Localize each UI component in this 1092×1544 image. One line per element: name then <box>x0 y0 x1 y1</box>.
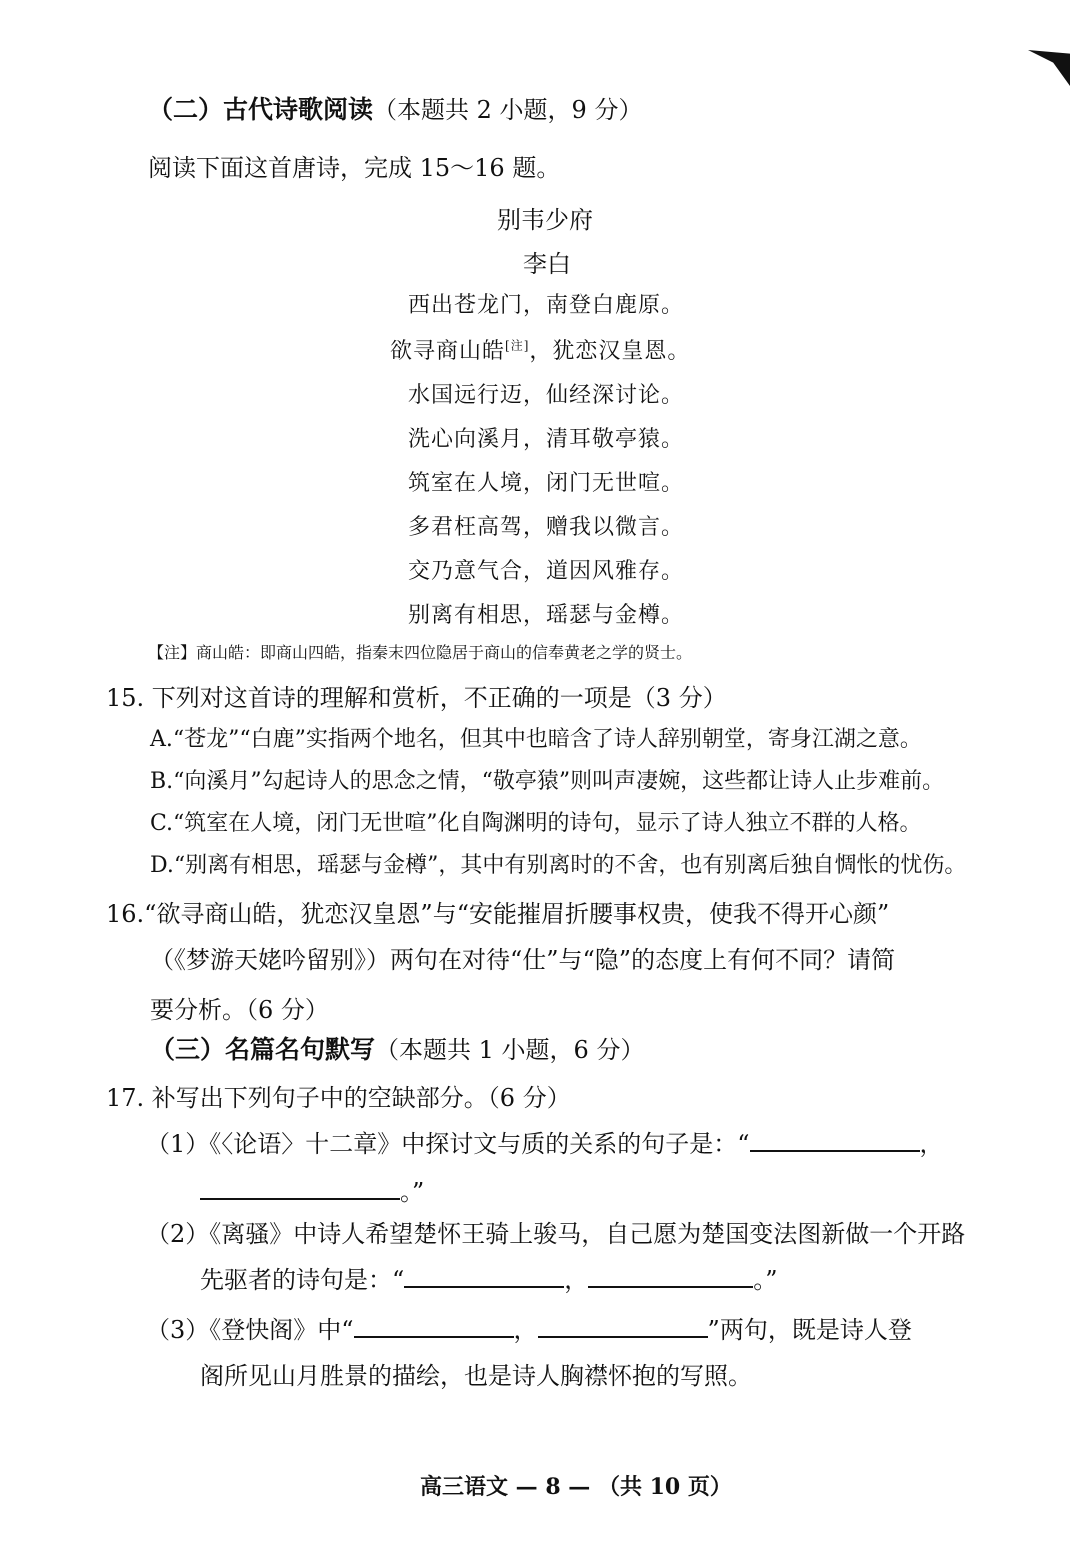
poem-line-part: 欲寻商山皓 <box>390 339 506 364</box>
q17-item2: （2）《离骚》中诗人希望楚怀王骑上骏马，自己愿为楚国变法图新做一个开路 <box>146 1220 966 1248</box>
poem-line: 洗心向溪月，清耳敬亭猿。 <box>408 427 685 452</box>
q17-item2-text: 先驱者的诗句是：“ <box>200 1266 405 1294</box>
q17-item1-cont <box>200 1172 424 1207</box>
answer-blank[interactable] <box>588 1264 753 1288</box>
q15-option-c: C.“筑室在人境，闭门无世喧”化自陶渊明的诗句，显示了诗人独立不群的人格。 <box>150 811 922 836</box>
q17-item1-end: 。” <box>400 1178 425 1206</box>
scan-corner-mark <box>1028 50 1070 86</box>
answer-blank[interactable] <box>404 1264 564 1288</box>
q17-item2-cont <box>200 1260 778 1295</box>
q17-item2-end: 。” <box>753 1266 778 1294</box>
poem-line: 多君枉高驾，赠我以微言。 <box>408 515 685 540</box>
q17-item3-cont: 阁所见山月胜景的描绘，也是诗人胸襟怀抱的写照。 <box>200 1362 752 1390</box>
page-footer: 高三语文 — 8 — （共 10 页） <box>420 1474 732 1500</box>
poem-line: 交乃意气合，道因风雅存。 <box>408 559 685 584</box>
note-marker: [注] <box>505 338 530 353</box>
q17-item1 <box>146 1124 944 1159</box>
poem-title: 别韦少府 <box>497 206 593 234</box>
q15-option-a: A.“苍龙”“白鹿”实指两个地名，但其中也暗含了诗人辞别朝堂，寄身江湖之意。 <box>150 727 922 752</box>
poem-line: 筑室在人境，闭门无世喧。 <box>408 471 685 496</box>
answer-blank[interactable] <box>200 1176 400 1200</box>
answer-blank[interactable] <box>750 1128 920 1152</box>
answer-blank[interactable] <box>538 1314 708 1338</box>
section2-subtitle: （本题共 2 小题，9 分） <box>373 96 643 124</box>
q16-line: （《梦游天姥吟留别》）两句在对待“仕”与“隐”的态度上有何不同？请简 <box>150 946 896 974</box>
section3-subtitle: （本题共 1 小题，6 分） <box>375 1036 645 1064</box>
section2-title: （二）古代诗歌阅读 <box>148 95 374 124</box>
q17-item1-comma: ， <box>919 1130 944 1158</box>
q15-option-d: D.“别离有相思，瑶瑟与金樽”，其中有别离时的不舍，也有别离后独自惆怅的忧伤。 <box>150 853 967 878</box>
q17-item1-text: （1）《〈论语〉十二章》中探讨文与质的关系的句子是：“ <box>146 1130 750 1158</box>
q17-item3-after: ”两句，既是诗人登 <box>707 1316 912 1344</box>
q17-item3-comma: ， <box>513 1316 538 1344</box>
answer-blank[interactable] <box>354 1314 514 1338</box>
q15-stem: 15. 下列对这首诗的理解和赏析，不正确的一项是（3 分） <box>106 684 727 712</box>
q17-item3-text: （3）《登快阁》中“ <box>146 1316 354 1344</box>
poem-line: 别离有相思，瑶瑟与金樽。 <box>408 603 685 628</box>
poem-note: 【注】商山皓：即商山四皓，指秦末四位隐居于商山的信奉黄老之学的贤士。 <box>148 643 693 662</box>
q17-item2-comma: ， <box>564 1266 589 1294</box>
poem-line: 水国远行迈，仙经深讨论。 <box>408 383 685 408</box>
q17-stem: 17. 补写出下列句子中的空缺部分。（6 分） <box>106 1084 571 1112</box>
poem-line-part: ，犹恋汉皇恩。 <box>529 339 691 364</box>
q16-line: 要分析。（6 分） <box>150 996 329 1024</box>
section3-heading <box>150 1030 644 1066</box>
q17-item3 <box>146 1310 912 1345</box>
poem-author: 李白 <box>523 250 571 278</box>
section2-instruction: 阅读下面这首唐诗，完成 15～16 题。 <box>148 154 561 182</box>
q16-line: 16.“欲寻商山皓，犹恋汉皇恩”与“安能摧眉折腰事权贵，使我不得开心颜” <box>106 900 890 928</box>
section2-heading <box>148 90 642 126</box>
section3-title: （三）名篇名句默写 <box>150 1035 376 1064</box>
poem-line <box>390 334 690 365</box>
poem-line: 西出苍龙门，南登白鹿原。 <box>408 293 685 318</box>
q15-option-b: B.“向溪月”勾起诗人的思念之情，“敬亭猿”则叫声凄婉，这些都让诗人止步难前。 <box>150 769 945 794</box>
